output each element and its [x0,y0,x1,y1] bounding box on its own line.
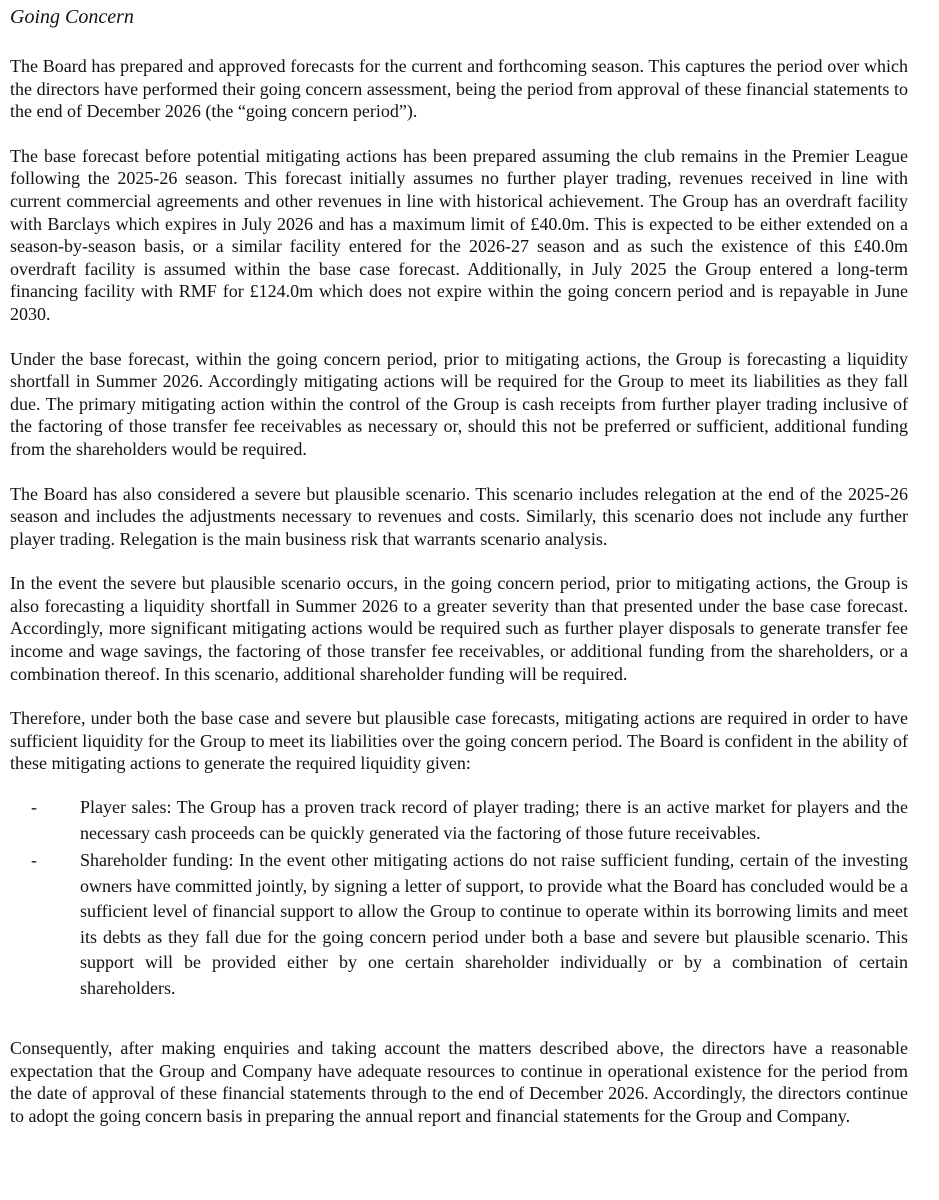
list-item [10,795,908,846]
paragraph-liquidity-shortfall: Under the base forecast, within the going concern period, prior to mitigating actions, the Group is forecasting a liquidity shortfall in Summer 2026. Accordingly mitigating actions will be required for the Group to meet its liabilities as they fall due. The primary mitigating action within the control of the Group is cash receipts from further player trading inclusive of the factoring of those transfer fee receivables as necessary or, should this not be preferred or sufficient, additional funding from the shareholders would be required. [10,348,908,459]
paragraph-mitigating-actions: Therefore, under both the base case and severe but plausible case forecasts, mitigating actions are required in order to have sufficient liquidity for the Group to meet its liabilities over the going concern period. The Board is confident in the ability of these mitigating actions to generate the required liquidity given: [10,708,908,774]
document-page [10,0,908,1127]
paragraph-forecast-period: The Board has prepared and approved forecasts for the current and forthcoming season. This captures the period over which the directors have performed their going concern assessment, being the period from approval of these financial statements to the end of December 2026 (the “going concern period”). [10,56,908,122]
paragraph-severe-scenario-outcome: In the event the severe but plausible scenario occurs, in the going concern period, prior to mitigating actions, the Group is also forecasting a liquidity shortfall in Summer 2026 to a greater severity than that presented under the base case forecast. Accordingly, more significant mitigating actions would be required such as further player disposals to generate transfer fee income and wage savings, the factoring of those transfer fee receivables, or additional funding from the shareholders, or a combination thereof. In this scenario, additional shareholder funding will be required. [10,573,908,684]
bullet-dash: - [31,797,37,818]
bullet-dash: - [31,850,37,871]
list-item-text: Shareholder funding: In the event other mitigating actions do not raise sufficient funding, certain of the investing owners have committed jointly, by signing a letter of support, to provide what the Board has concluded would be a sufficient level of financial support to allow the Group to continue to operate within its borrowing limits and meet its debts as they fall due for the going concern period under both a base and severe but plausible scenario. This support will be provided either by one certain shareholder individually or by a combination of certain shareholders. [80,850,908,998]
paragraph-base-forecast: The base forecast before potential mitigating actions has been prepared assuming the club remains in the Premier League following the 2025-26 season. This forecast initially assumes no further player trading, revenues received in line with current commercial agreements and other revenues in line with historical achievement. The Group has an overdraft facility with Barclays which expires in July 2026 and has a maximum limit of £40.0m. This is expected to be either extended on a season-by-season basis, or a similar facility entered for the 2026-27 season and as such the existence of this £40.0m overdraft facility is assumed within the base case forecast. Additionally, in July 2025 the Group entered a long-term financing facility with RMF for £124.0m which does not expire within the going concern period and is repayable in June 2030. [10,145,908,324]
paragraph-severe-scenario: The Board has also considered a severe but plausible scenario. This scenario includes relegation at the end of the 2025-26 season and includes the adjustments necessary to revenues and costs. Similarly, this scenario does not include any further player trading. Relegation is the main business risk that warrants scenario analysis. [10,483,908,549]
paragraph-conclusion: Consequently, after making enquiries and taking account the matters described above, the directors have a reasonable expectation that the Group and Company have adequate resources to continue in operational existence for the period from the date of approval of these financial statements through to the end of December 2026. Accordingly, the directors continue to adopt the going concern basis in preparing the annual report and financial statements for the Group and Company. [10,1038,908,1126]
section-heading: Going Concern [10,6,134,28]
list-item-text: Player sales: The Group has a proven track record of player trading; there is an active market for players and the necessary cash proceeds can be quickly generated via the factoring of those future receivables. [80,797,908,843]
mitigation-list [10,795,908,1001]
list-item [10,848,908,1001]
